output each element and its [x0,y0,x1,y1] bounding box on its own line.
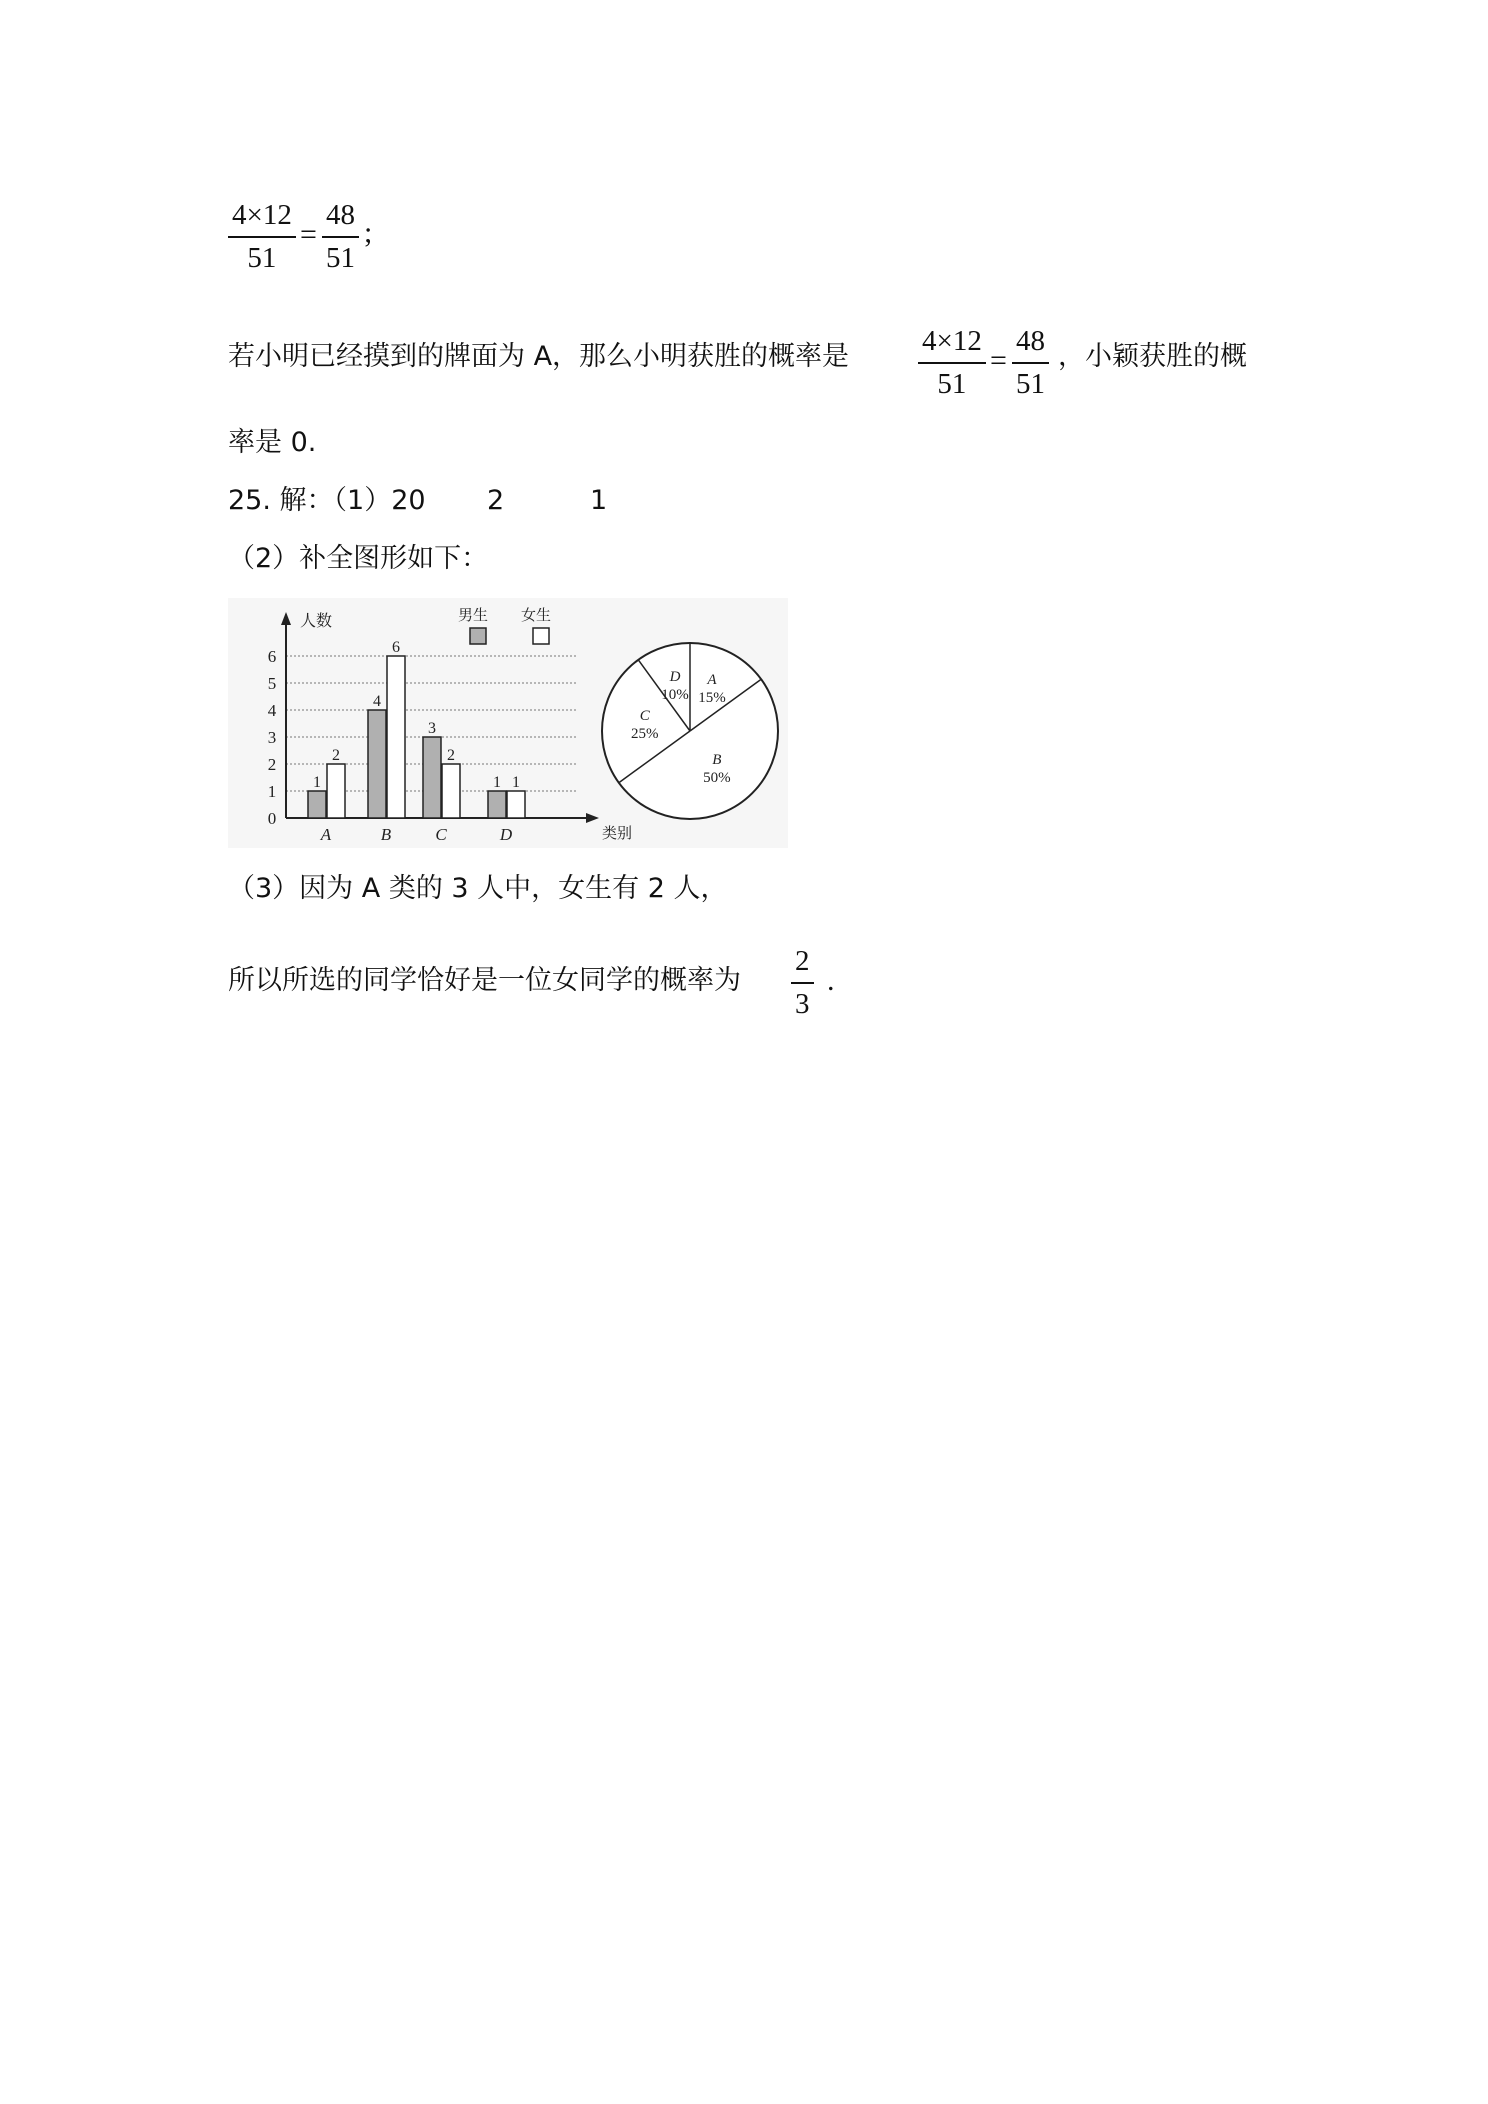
pie-slice-percent: 25% [631,725,659,742]
bar [423,737,441,818]
q25-value-2: 2 [487,485,505,516]
fraction-48-over-51 [322,200,359,273]
q25-label: 25. 解：（1）20 [228,485,426,516]
bar-value-label: 6 [392,639,400,656]
fraction-2-over-3 [791,946,814,1019]
bar [387,656,405,818]
part-3-text: （3）因为 A 类的 3 人中，女生有 2 人， [228,873,728,904]
bar [488,791,506,818]
fraction-bar [1012,362,1049,364]
x-tick-label: A [320,825,332,844]
y-tick-label: 6 [267,647,277,666]
fraction-4x12-over-51 [918,326,986,399]
legend-label: 男生 [458,606,489,624]
fraction-48-over-51 [1012,326,1049,399]
line2-suffix: ，小颖获胜的概 [1058,341,1247,372]
legend-swatch [533,628,549,644]
equals-sign: = [990,344,1007,377]
bar-value-label: 2 [332,747,340,764]
bar [368,710,386,818]
legend-label: 女生 [521,606,552,624]
pie-slice-percent: 50% [703,770,731,787]
numerator: 4×12 [232,199,292,231]
bar-value-label: 1 [313,774,321,791]
pie-slice-percent: 15% [698,689,726,706]
bar-value-label: 3 [428,720,436,737]
numerator: 4×12 [922,325,982,357]
denominator: 3 [795,988,810,1020]
fraction-bar [228,236,296,238]
bar [442,764,460,818]
bar-value-label: 4 [373,693,381,710]
x-axis-title: 类别 [602,824,633,842]
y-tick-label: 4 [267,701,277,720]
pie-slice-label: D [669,668,681,685]
denominator: 51 [326,242,355,274]
y-tick-label: 5 [267,674,277,693]
bar-value-label: 1 [493,774,501,791]
x-tick-label: D [499,825,513,844]
part-2-text: （2）补全图形如下： [228,543,489,574]
pie-slice-label: B [712,752,722,769]
denominator: 51 [1016,368,1045,400]
bar [327,764,345,818]
pie-slice-label: C [639,707,650,724]
fraction-bar [791,982,814,984]
equals-sign: = [300,218,317,251]
line3-text: 率是 0. [228,427,317,458]
bar [308,791,326,818]
y-tick-label: 3 [267,728,277,747]
x-tick-label: C [435,825,447,844]
legend-swatch [470,628,486,644]
semicolon: ; [364,216,373,249]
fraction-bar [918,362,986,364]
y-tick-label: 2 [267,755,277,774]
conclusion-prefix: 所以所选的同学恰好是一位女同学的概率为 [228,965,741,996]
numerator: 2 [795,945,810,977]
y-tick-label: 1 [267,782,277,801]
bar-value-label: 1 [512,774,520,791]
denominator: 51 [247,242,277,274]
pie-chart [602,643,778,819]
period: . [827,964,835,997]
numerator: 48 [326,199,355,231]
q25-value-3: 1 [590,485,608,516]
pie-slice-label: A [707,671,717,688]
y-tick-label: 0 [267,809,277,828]
numerator: 48 [1016,325,1045,357]
fraction-4x12-over-51 [228,200,296,273]
statistics-figure [228,598,788,848]
x-tick-label: B [380,825,392,844]
bar-value-label: 2 [447,747,455,764]
denominator: 51 [937,368,967,400]
line2-prefix: 若小明已经摸到的牌面为 A，那么小明获胜的概率是 [228,341,850,372]
pie-slice-percent: 10% [661,686,689,703]
fraction-bar [322,236,359,238]
y-axis-title: 人数 [300,611,333,630]
bar [507,791,525,818]
